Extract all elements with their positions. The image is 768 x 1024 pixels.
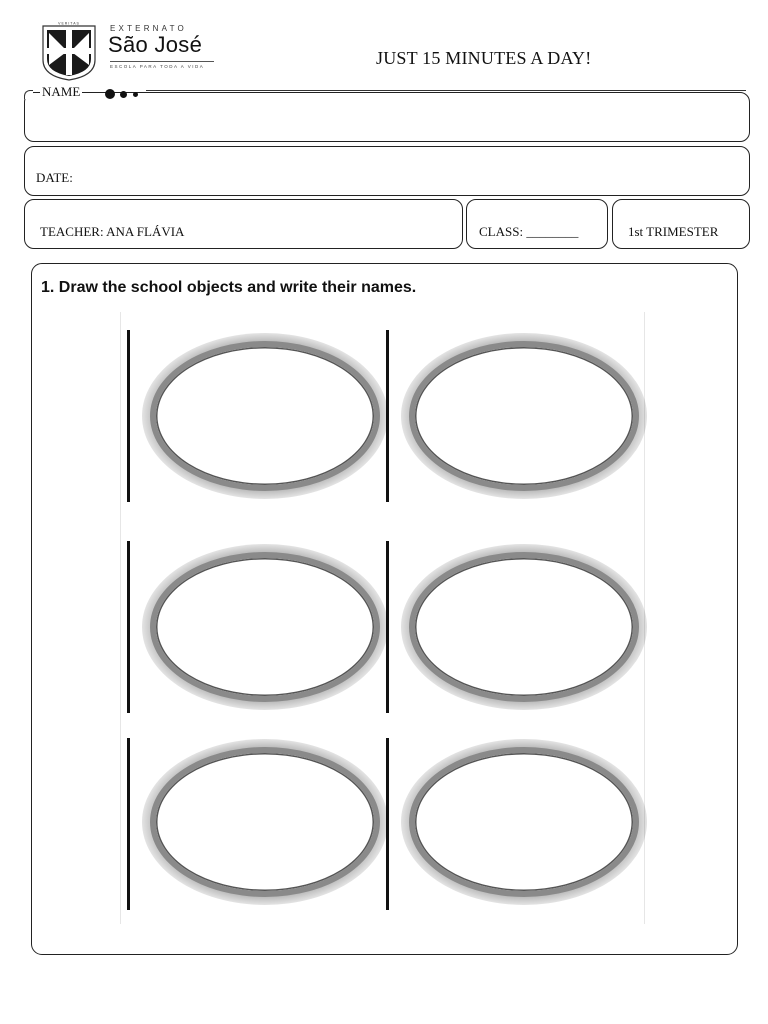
divider-line-row1-left bbox=[127, 330, 130, 502]
logo-school-name: São José bbox=[108, 32, 203, 57]
name-label: NAME bbox=[42, 84, 81, 99]
logo-tagline: ESCOLA PARA TODA A VIDA bbox=[110, 64, 205, 69]
trimester-label: 1st TRIMESTER bbox=[628, 224, 719, 239]
dot-large bbox=[105, 89, 115, 99]
shield-crest-icon bbox=[40, 20, 98, 82]
drawing-oval-1[interactable] bbox=[150, 341, 380, 491]
exercise-title: 1. Draw the school objects and write their names. bbox=[41, 279, 417, 296]
school-logo bbox=[38, 18, 228, 84]
image-edge-left bbox=[120, 312, 121, 924]
drawing-oval-2[interactable] bbox=[409, 341, 639, 491]
logo-small-text: EXTERNATO bbox=[110, 24, 187, 33]
drawing-oval-4[interactable] bbox=[409, 552, 639, 702]
teacher-label: TEACHER: ANA FLÁVIA bbox=[40, 224, 185, 239]
divider-line-row3-left bbox=[127, 738, 130, 910]
name-field[interactable] bbox=[24, 92, 750, 142]
dot-medium bbox=[120, 91, 127, 98]
drawing-oval-5[interactable] bbox=[150, 747, 380, 897]
class-label: CLASS: ________ bbox=[479, 224, 579, 239]
name-corner bbox=[24, 90, 33, 99]
logo-motto: VERITAS bbox=[58, 21, 80, 26]
dot-small bbox=[133, 92, 138, 97]
divider-line-row2-left bbox=[127, 541, 130, 713]
name-line bbox=[146, 90, 746, 91]
drawing-oval-6[interactable] bbox=[409, 747, 639, 897]
logo-divider bbox=[110, 61, 214, 62]
page-title: JUST 15 MINUTES A DAY! bbox=[376, 48, 592, 68]
date-field[interactable] bbox=[24, 146, 750, 196]
drawing-oval-3[interactable] bbox=[150, 552, 380, 702]
date-label: DATE: bbox=[36, 170, 73, 185]
